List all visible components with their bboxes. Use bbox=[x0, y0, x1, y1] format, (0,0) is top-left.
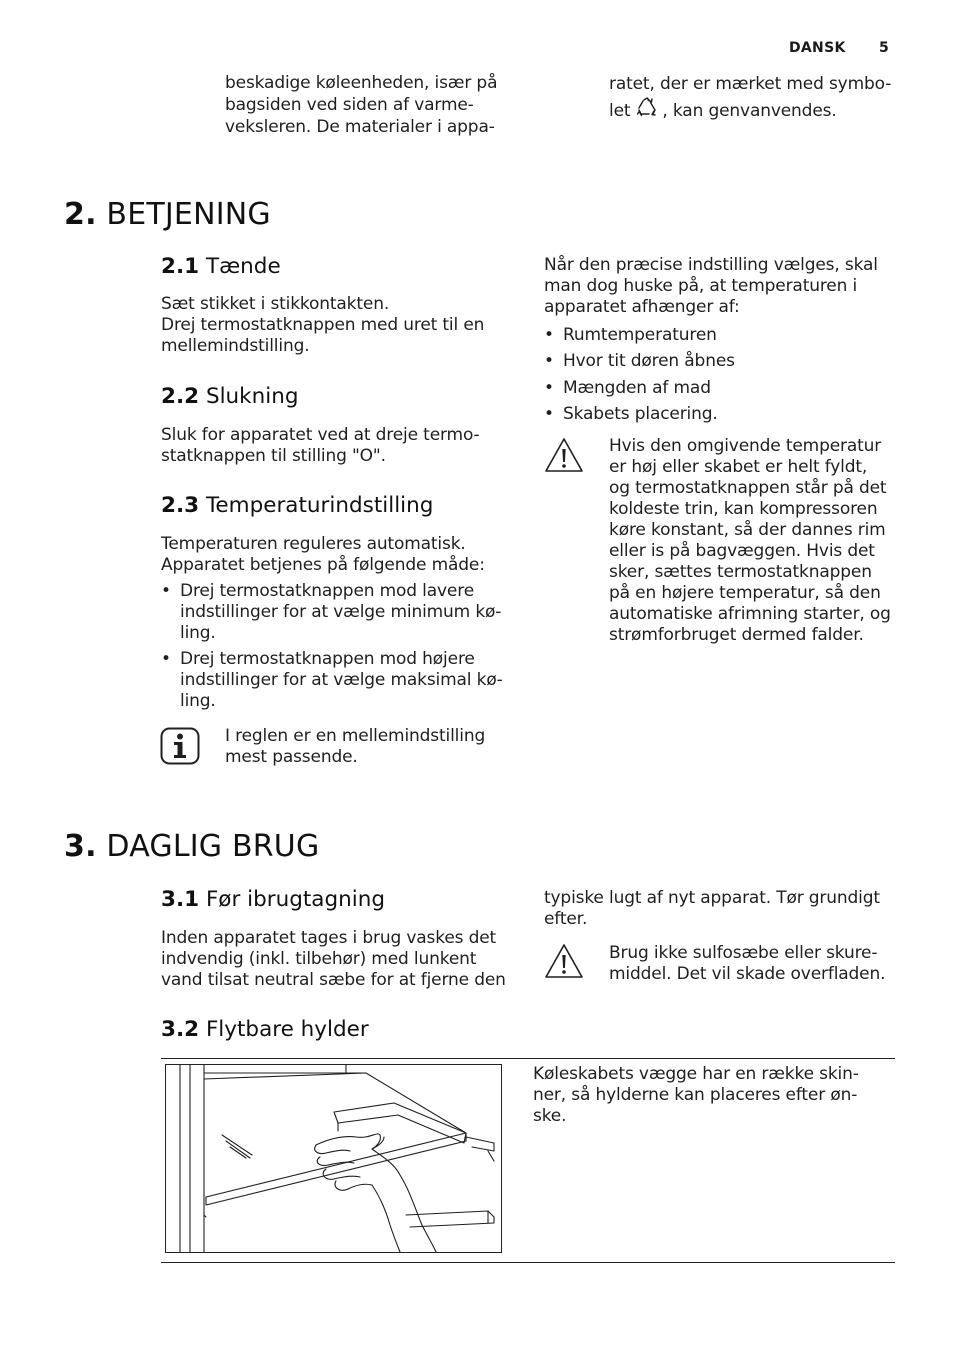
subsection-3-1-heading: 3.1 Før ibrugtagning bbox=[161, 887, 385, 912]
divider-bottom bbox=[161, 1262, 895, 1263]
list-item: • Rumtemperaturen bbox=[544, 322, 735, 348]
info-icon bbox=[160, 727, 200, 765]
intro-left-text: beskadige køleenheden, især på bagsiden ved siden af varme- veksleren. De materialer i appa- bbox=[225, 73, 498, 137]
subsection-2-3-bullets bbox=[161, 581, 503, 712]
warning-text-temperature: Hvis den omgivende temperatur er høj eller skabet er helt fyldt, og termostatknappen står på det koldeste trin, kan kompressoren køre konstant, så der dannes rim eller is på bagvæggen. Hvis det sker, sættes termostatknappen på en højere temperatur, så den automatiske afrimning starter, og strømforbruget dermed falder. bbox=[609, 436, 891, 645]
section-2-right-text: Når den præcise indstilling vælges, skal man dog huske på, at temperaturen i apparatet afhænger af: bbox=[544, 255, 878, 317]
subsection-2-1-heading: 2.1 Tænde bbox=[161, 254, 281, 279]
list-item: • Hvor tit døren åbnes bbox=[544, 348, 735, 374]
info-note-text: I reglen er en mellemindstilling mest passende. bbox=[225, 726, 486, 767]
subsection-3-1-text: Inden apparatet tages i brug vaskes det indvendig (inkl. tilbehør) med lunkent vand tilsat neutral sæbe for at fjerne den bbox=[161, 928, 506, 990]
intro-right-text: ratet, der er mærket med symbo- let , kan genvanvendes. bbox=[609, 72, 891, 125]
subsection-2-2-text: Sluk for apparatet ved at dreje termo- statknappen til stilling "O". bbox=[161, 425, 480, 466]
subsection-2-3-heading: 2.3 Temperaturindstilling bbox=[161, 493, 434, 518]
page-number: 5 bbox=[879, 40, 890, 56]
subsection-2-2-heading: 2.2 Slukning bbox=[161, 384, 299, 409]
list-item: • Mængden af mad bbox=[544, 375, 735, 401]
shelf-illustration bbox=[165, 1064, 502, 1253]
subsection-3-2-heading: 3.2 Flytbare hylder bbox=[161, 1017, 369, 1042]
divider-top bbox=[161, 1058, 895, 1059]
subsection-2-1-text: Sæt stikket i stikkontakten. Drej termostatknappen med uret til en mellemindstilling. bbox=[161, 294, 485, 356]
section-3-heading: 3. DAGLIG BRUG bbox=[64, 829, 320, 864]
warning-text-soap: Brug ikke sulfosæbe eller skure- middel. Det vil skade overfladen. bbox=[609, 943, 886, 984]
section-2-heading: 2. BETJENING bbox=[64, 197, 271, 232]
list-item: • Drej termostatknappen mod lavere indstillinger for at vælge minimum kø- ling. bbox=[161, 581, 503, 644]
header-language: DANSK bbox=[789, 40, 846, 56]
subsection-2-3-text: Temperaturen reguleres automatisk. Apparatet betjenes på følgende måde: bbox=[161, 534, 485, 575]
warning-triangle-icon bbox=[544, 942, 584, 980]
subsection-3-1-right-text: typiske lugt af nyt apparat. Tør grundigt efter. bbox=[544, 888, 880, 929]
recycle-icon bbox=[636, 96, 658, 125]
warning-triangle-icon bbox=[544, 436, 584, 474]
subsection-3-2-text: Køleskabets vægge har en række skin- ner, så hylderne kan placeres efter øn- ske. bbox=[533, 1064, 859, 1126]
section-2-right-bullets bbox=[544, 322, 735, 427]
list-item: • Drej termostatknappen mod højere indstillinger for at vælge maksimal kø- ling. bbox=[161, 649, 503, 712]
list-item: • Skabets placering. bbox=[544, 401, 735, 427]
